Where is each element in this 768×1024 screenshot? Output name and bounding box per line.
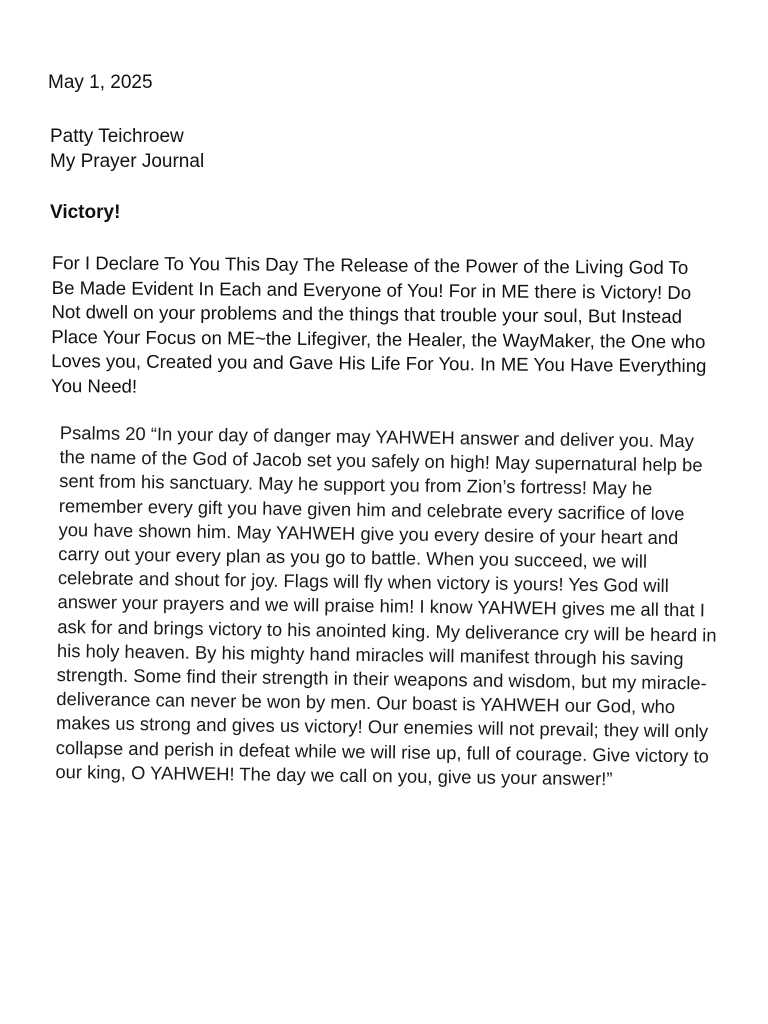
declaration-text: For I Declare To You This Day The Release of the Power of the Living God To Be Made Evident In Each and Everyone of You! For in ME there is Victory! Do Not dwell on your problems and the things that trouble your soul, But Instead Place Your Focus on ME~the Lifegiver, the Healer, the WayMaker, the One who Loves you, Created you and Gave His Life For You. In ME You Have Everything You Need!: [50, 251, 707, 397]
psalm-paragraph: [55, 421, 720, 793]
psalm-text: Psalms 20 “In your day of danger may YAHWEH answer and deliver you. May the name of the God of Jacob set you safely on high! May supernatural help be sent from his sanctuary. May he support you from Zion’s fortress! May he remember every gift you have given him and celebrate every sacrifice of love you have shown him. May YAHWEH give you every desire of your heart and carry out your every plan as you go to battle. When you succeed, we will celebrate and shout for joy. Flags will fly when victory is yours! Yes God will answer your prayers and we will praise him! I know YAHWEH gives me all that I ask for and brings victory to his anointed king. My deliverance cry will be heard in his holy heaven. By his mighty hand miracles will manifest through his saving strength. Some find their strength in their weapons and wisdom, but my miracle-deliverance can never be won by men. Our boast is YAHWEH our God, who makes us strong and gives us victory! Our enemies will not prevail; they will only collapse and perish in defeat while we will rise up, full of courage. Give victory to our king, O YAHWEH! The day we call on you, give us your answer!”: [55, 421, 717, 790]
journal-name: My Prayer Journal: [50, 151, 205, 172]
author-name: Patty Teichroew: [50, 126, 184, 147]
entry-date: May 1, 2025: [48, 72, 153, 93]
declaration-paragraph: [51, 251, 712, 404]
entry-title: Victory!: [50, 202, 121, 223]
